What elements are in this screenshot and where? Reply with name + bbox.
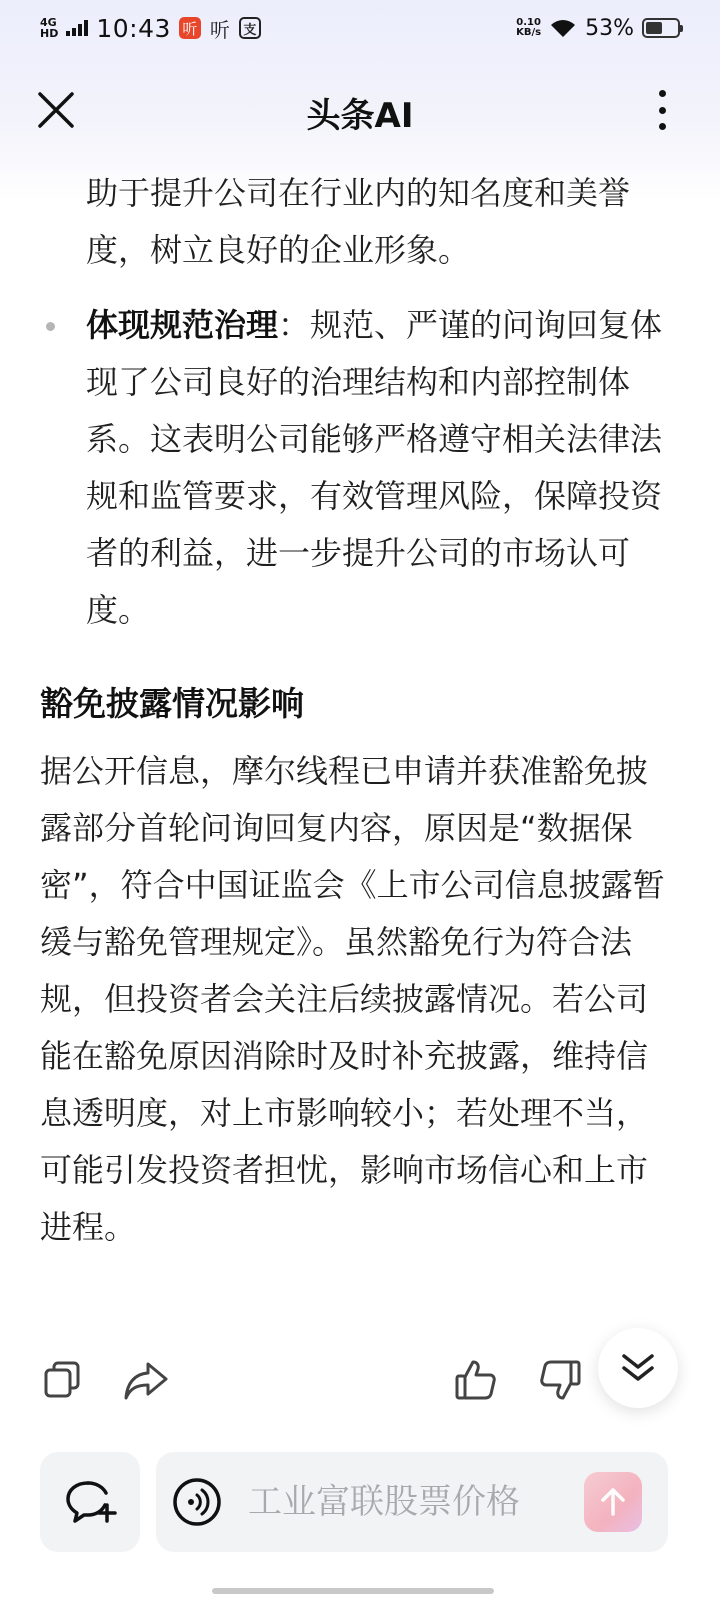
like-button[interactable] [448, 1352, 504, 1408]
chat-input[interactable] [156, 1452, 668, 1552]
network-badge [40, 17, 58, 39]
copy-icon [40, 1358, 84, 1402]
bullet-dot-icon [46, 322, 55, 331]
network-type: 4G [40, 16, 57, 29]
bottom-input-bar [0, 1450, 720, 1560]
status-bar-left [40, 14, 261, 43]
alipay-icon: 支 [239, 17, 261, 39]
section-paragraph: 据公开信息，摩尔线程已申请并获准豁免披露部分首轮问询回复内容，原因是“数据保密”，符合中国证监会《上市公司信息披露暂缓与豁免管理规定》。虽然豁免行为符合法规，但投资者会关注后续披露情况。若公司能在豁免原因消除时及时补充披露，维持信息透明度，对上市影响较小；若处理不当，可能引发投资者担忧，影响市场信心和上市进程。 [40, 752, 665, 1246]
battery-fill [646, 22, 662, 34]
ting-app-icon: 听 [179, 17, 201, 39]
send-button[interactable] [584, 1472, 642, 1532]
bullet-text: ：规范、严谨的问询回复体现了公司良好的治理结构和内部控制体系。这表明公司能够严格遵守相关法律法规和监管要求，有效管理风险，保障投资者的利益，进一步提升公司的市场认可度。 [86, 306, 663, 629]
new-chat-button[interactable] [40, 1452, 140, 1552]
chevron-double-down-icon [620, 1352, 656, 1384]
network-sub: HD [40, 27, 59, 40]
list-item [40, 297, 670, 639]
speed-value: 0.10 [516, 16, 541, 28]
dislike-button[interactable] [532, 1352, 588, 1408]
network-speed [516, 18, 541, 39]
voice-input-button[interactable] [172, 1477, 222, 1527]
page-title: 头条AI [306, 96, 414, 136]
clock: 10:43 [96, 13, 171, 43]
answer-content [40, 165, 670, 1256]
copy-button[interactable] [34, 1352, 90, 1408]
header [0, 70, 720, 150]
new-chat-icon [63, 1477, 117, 1527]
home-indicator[interactable] [212, 1588, 494, 1594]
bullet-title: 体现规范治理 [86, 306, 279, 344]
battery-percentage: 53% [585, 15, 634, 41]
ting-plain-icon: 听 [209, 17, 230, 42]
section-heading: 豁免披露情况影响 [40, 684, 304, 723]
status-bar [0, 0, 720, 56]
thumbs-down-icon [537, 1357, 583, 1403]
wifi-icon [549, 17, 577, 39]
share-button[interactable] [118, 1352, 174, 1408]
battery-icon [642, 18, 680, 38]
thumbs-up-icon [453, 1357, 499, 1403]
status-bar-right [516, 16, 680, 41]
more-options-button[interactable] [650, 82, 674, 138]
input-placeholder: 工业富联股票价格 [248, 1482, 520, 1522]
more-vertical-icon [659, 90, 666, 97]
voice-icon [172, 1477, 222, 1527]
signal-icon [66, 20, 88, 36]
scroll-to-bottom-button[interactable] [598, 1328, 678, 1408]
share-icon [122, 1358, 170, 1402]
send-arrow-icon [598, 1486, 628, 1518]
speed-unit: KB/s [516, 27, 542, 38]
continuation-paragraph: 助于提升公司在行业内的知名度和美誉度，树立良好的企业形象。 [86, 174, 631, 269]
